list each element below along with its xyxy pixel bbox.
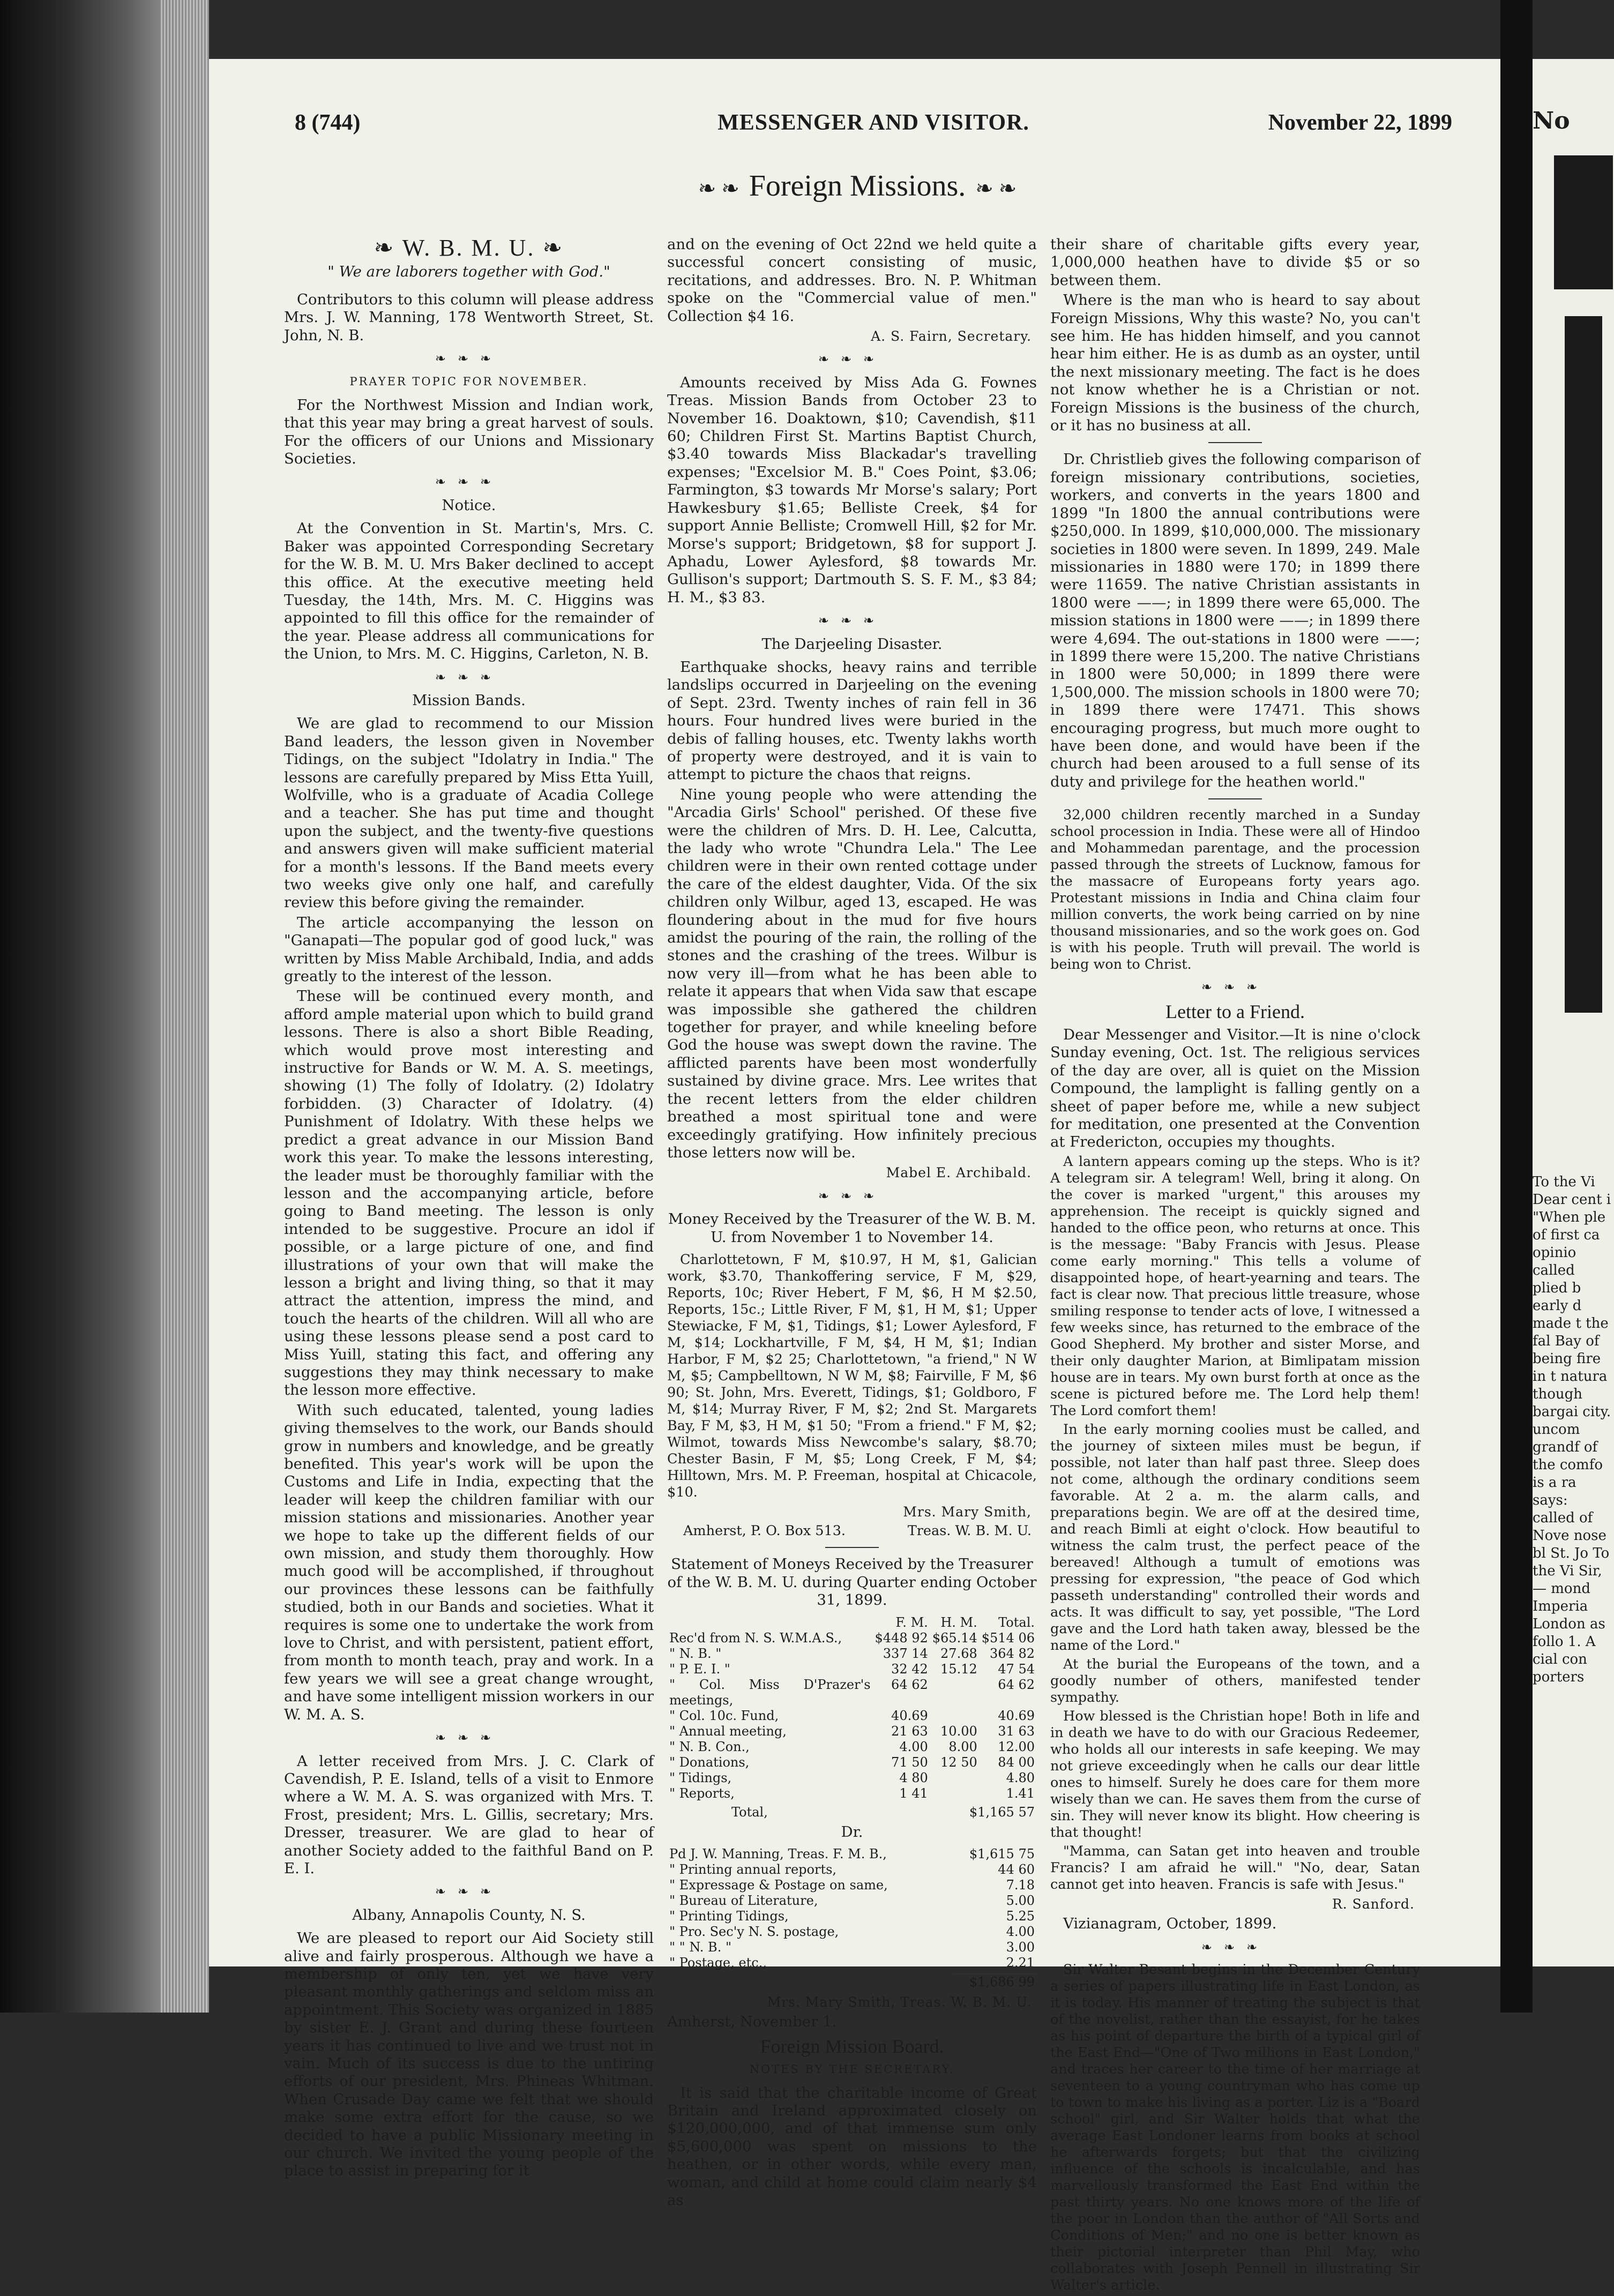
amount-cell: 1 41 — [899, 1785, 928, 1801]
statement-table — [667, 1615, 1037, 1801]
table-row — [667, 1862, 1037, 1878]
amount-cell: 4.00 — [899, 1739, 928, 1754]
paragraph: We are glad to recommend to our Mission Band leaders, the lesson given in November Tidings, on the subject "Idolatry in India." The lessons are carefully prepared by Miss Etta Yuill, Wolfville, who is a graduate of Acadia College and a teacher. She has put time and thought upon the subject, and the twenty-five questions and answers given will make sufficient material for a month's lessons. If the Band meets every two weeks give only one half, and carefully review this before giving the remainder. — [284, 715, 654, 911]
divider-rule — [825, 1547, 879, 1548]
divider-ornament: ❧❧❧ — [435, 351, 503, 367]
darjeeling-heading: The Darjeeling Disaster. — [761, 635, 943, 653]
divider-ornament: ❧❧❧ — [435, 1730, 503, 1746]
amount-cell — [930, 1770, 980, 1786]
divider-ornament: ❧❧❧ — [1201, 979, 1269, 995]
divider-rule — [1208, 442, 1262, 443]
paragraph: Earthquake shocks, heavy rains and terrible landslips occurred in Darjeeling on the evening of Sept. 23rd. Twenty inches of rain fell in 36 hours. Four hundred lives were buried in the debis of falling houses, etc. Twenty lakhs worth of property were destroyed, and it is vain to attempt to picture the chaos that reigns. — [667, 658, 1037, 783]
paragraph: Amounts received by Miss Ada G. Fownes Treas. Mission Bands from October 23 to November 16. Doaktown, $10; Cavendish, $11 60; Children First St. Martins Baptist Church, $3.40 towards Miss Blackadar's travelling expenses; "Excelsior M. B." Coes Point, $3.06; Farmington, $3 towards Mr Morse's salary; Port Hawkesbury $1.65; Belliste Creek, $4 for support Annie Belliste; Cromwell Hill, $2 for Mr. Morse's support; Bridgetown, $8 for support J. Aphadu, Lower Aylesford, $8 towards Mr. Gullison's support; Dartmouth S. S. F. M., $3 84; H. M., $3 83. — [667, 373, 1037, 606]
paragraph: A letter received from Mrs. J. C. Clark of Cavendish, P. E. Island, tells of a visit to Enmore where a W. M. A. S. was organized with Mrs. T. Frost, president; Mrs. L. Gillis, secretary; Mrs. Dresser, treasurer. We are glad to hear of another Society added to the faithful Band on P. E. I. — [284, 1752, 654, 1877]
amount-cell: 31 63 — [998, 1723, 1035, 1739]
table-row — [667, 1755, 1037, 1770]
row-label: " Reports, — [669, 1785, 735, 1801]
prayer-topic-heading: PRAYER TOPIC FOR NOVEMBER. — [349, 375, 588, 388]
headline-letter — [1554, 155, 1613, 289]
amount-cell — [930, 1786, 980, 1801]
paragraph: It is said that the charitable income of Great Britain and Ireland approximated closely on $120,000,000, and of that immense sum only $5,600,000 was spent on missions to the heathen, or in other words, while every man, woman, and child at home could claim nearly $4 as — [667, 2084, 1037, 2209]
amount-cell: $65.14 — [932, 1630, 977, 1646]
amount-cell: 44 60 — [998, 1861, 1035, 1877]
table-row — [667, 1786, 1037, 1801]
row-label: " Expressage & Postage on same, — [669, 1877, 888, 1893]
paragraph: How blessed is the Christian hope! Both in life and in death we have to do with our Gracious Redeemer, who holds all our interests in safe keeping. We may not grieve exceedingly when he calls our dear little ones to himself. Surely he does care for them more wisely than we can. He saves them from the curse of sin. They will never know its blight. How cheering is that thought! — [1050, 1708, 1420, 1841]
gutter — [1500, 0, 1533, 2013]
signature: R. Sanford. — [1332, 1896, 1415, 1912]
adjacent-page — [1533, 59, 1614, 1966]
amount-cell: 12.00 — [998, 1739, 1035, 1754]
amount-cell: 5.25 — [1006, 1908, 1035, 1924]
table-row — [667, 1878, 1037, 1893]
divider-rule — [1208, 798, 1262, 799]
notes-subheading: NOTES BY THE SECRETARY. — [749, 2063, 955, 2076]
amount-cell: 4 80 — [899, 1770, 928, 1785]
amount-cell: 21 63 — [891, 1723, 928, 1739]
table-row — [667, 1940, 1037, 1955]
divider-ornament: ❧❧❧ — [1201, 1939, 1269, 1955]
paragraph: The article accompanying the lesson on "Ganapati—The popular god of good luck," was written by Miss Mable Archibald, India, and adds greatly to the interest of the lesson. — [284, 914, 654, 985]
row-label: " Bureau of Literature, — [669, 1893, 818, 1908]
paragraph: A lantern appears coming up the steps. Who is it? A telegram sir. A telegram! Well, bring it along. On the cover is marked "urgent," this arouses my apprehension. The receipt is quickly signed and handed to the office peon, who returns at once. This is the message: "Baby Francis with Jesus. Please come early morning." This tells a volume of disappointed hope, of heart-yearning and tears. The fact is clear now. That precious little treasure, whose smiling response to tender acts of love, I witnessed a few weeks since, has returned to the embrace of the Good Shepherd. My brother and sister Morse, and their only daughter Marion, at Bimlipatam mission house are in tears. My own burst forth at once as the scene is pictured before me. The Lord help them! The Lord comfort them! — [1050, 1153, 1420, 1419]
amount-cell: 84 00 — [998, 1754, 1035, 1770]
row-label: " " N. B. " — [669, 1939, 731, 1955]
row-label: " Donations, — [669, 1754, 750, 1770]
amount-cell: 337 14 — [883, 1646, 928, 1661]
signature: Mrs. Mary Smith, Treas. W. B. M. U. — [767, 1994, 1032, 2010]
row-label: " Printing Tidings, — [669, 1908, 789, 1924]
table-row — [667, 1724, 1037, 1739]
amount-cell: 32 42 — [891, 1661, 928, 1677]
row-label: " Postage, etc., — [669, 1955, 767, 1970]
amount-cell: 64 62 — [891, 1677, 928, 1692]
divider-ornament: ❧❧❧ — [435, 669, 503, 685]
amount-cell: 47 54 — [998, 1661, 1035, 1677]
paper-title: MESSENGER AND VISITOR. — [718, 110, 1029, 135]
place-date: Vizianagram, October, 1899. — [1063, 1915, 1277, 1933]
row-label: " N. B. " — [669, 1646, 722, 1661]
amount-cell — [930, 1708, 980, 1724]
row-label: Rec'd from N. S. W.M.A.S., — [669, 1630, 842, 1646]
table-row — [667, 1708, 1037, 1724]
table-row — [667, 1677, 1037, 1708]
amount-cell: 5.00 — [1006, 1893, 1035, 1908]
notice-text: At the Convention in St. Martin's, Mrs. C. Baker was appointed Corresponding Secretary for the W. B. M. U. Mrs Baker declined to accept this office. At the executive meeting held Tuesday, the 14th, Mrs. M. C. Higgins was appointed to fill this office for the remainder of the year. Please address all communications for the Union, to Mrs. M. C. Higgins, Carleton, N. B. — [284, 520, 654, 663]
amount-cell: 12 50 — [940, 1754, 977, 1770]
leaf-ornament-icon: ❧ ❧ — [975, 176, 1017, 200]
divider-ornament: ❧❧❧ — [435, 474, 503, 490]
amount-cell: $514 06 — [981, 1630, 1035, 1646]
statement-total: Total, $1,165 57 — [731, 1804, 1035, 1820]
divider-ornament: ❧❧❧ — [435, 1884, 503, 1899]
albany-heading: Albany, Annapolis County, N. S. — [352, 1906, 586, 1924]
amount-cell: 8.00 — [948, 1739, 977, 1754]
foreign-mission-board-heading: Foreign Mission Board. — [760, 2035, 944, 2057]
table-row — [667, 1909, 1037, 1924]
running-head — [295, 110, 1452, 142]
row-label: " Col. Miss D'Prazer's meetings, — [669, 1677, 871, 1708]
divider-ornament: ❧❧❧ — [818, 613, 886, 629]
signature-line: Amherst, P. O. Box 513. Treas. W. B. M. U. — [683, 1523, 1032, 1539]
divider-ornament: ❧❧❧ — [818, 351, 886, 367]
table-row — [667, 1646, 1037, 1662]
amount-cell: 27.68 — [940, 1646, 977, 1661]
table-row — [667, 1893, 1037, 1909]
adjacent-page-text: To the Vi Dear cent i "When ple of first ca opinio called plied b early d made t the fal Bay of being fire in t natura though bargai city. uncom grandf of the comfo is a ra says: called of Nove nose bl St. Jo To the Vi Sir,— mond Imperia London as follo 1. A cial con porters — [1533, 1174, 1611, 1685]
statement-heading: Statement of Moneys Received by the Treasurer of the W. B. M. U. during Quarter ending October 31, 1899. — [667, 1555, 1037, 1609]
paragraph: At the burial the Europeans of the town, and a goodly number of others, manifested tender sympathy. — [1050, 1656, 1420, 1706]
paragraph: Dear Messenger and Visitor.—It is nine o'clock Sunday evening, Oct. 1st. The religious services of the day are over, all is quiet on the Mission Compound, the lamplight is falling gently on a sheet of paper before me, while a new subject for meditation, one presented at the Convention at Fredericton, occupies my thoughts. — [1050, 1026, 1420, 1151]
paragraph: "Mamma, can Satan get into heaven and trouble Francis? I am afraid he will." "No, dear, Satan cannot get into heaven. Francis is safe with Jesus." — [1050, 1843, 1420, 1893]
section-title: ❧ ❧ Foreign Missions. ❧ ❧ — [698, 169, 1017, 203]
amount-cell: 7.18 — [1006, 1877, 1035, 1893]
amount-cell: $448 92 — [875, 1630, 928, 1646]
column-3 — [1050, 236, 1420, 2296]
divider-ornament: ❧❧❧ — [818, 1188, 886, 1203]
notice-heading: Notice. — [442, 496, 496, 514]
signature: A. S. Fairn, Secretary. — [871, 328, 1032, 345]
amount-cell: 364 82 — [990, 1646, 1035, 1661]
row-label: " Annual meeting, — [669, 1723, 787, 1739]
table-row — [667, 1924, 1037, 1940]
paragraph: Dr. Christlieb gives the following comparison of foreign missionary contributions, societies, workers, and converts in the years 1800 and 1899 "In 1800 the annual contributions were $250,000. In 1899, $10,000,000. The missionary societies in 1800 were seven. In 1899, 249. Male missionaries in 1880 were 170; in 1899 there were 11659. The native Christian assistants in 1800 were ——; in 1899 there were 65,000. The mission stations in 1800 were ——; in 1899 there were 4,694. The out-stations in 1800 were ——; in 1899 there were 15,200. The native Christians in 1800 were 50,000; in 1899 there were 1,500,000. The mission schools in 1800 were 70; in 1899 there were 17471. This shows encouraging progress, but much more ought to have been done, and would have been if the church had been aroused to a full sense of its duty and privilege for the heathen world." — [1050, 451, 1420, 790]
amount-cell — [930, 1677, 980, 1708]
amount-cell: 71 50 — [891, 1754, 928, 1770]
headline-letters — [1565, 316, 1602, 1013]
issue-date: November 22, 1899 — [1268, 110, 1452, 135]
paragraph: their share of charitable gifts every year, 1,000,000 heathen have to divide $5 or so between them. — [1050, 236, 1420, 289]
paragraph: and on the evening of Oct 22nd we held quite a successful concert consisting of music, recitations, and addresses. Bro. N. P. Whitman spoke on the "Commercial value of men." Collection $4 16. — [667, 236, 1037, 325]
paragraph: We are pleased to report our Aid Society still alive and fairly prosperous. Although we have a membership of only ten, yet we have very pleasant monthly gatherings and seldom miss an appointment. This Society was organized in 1885 by sister E. J. Grant and during these fourteen years it has continued to live and we trust not in vain. Much of its success is due to the untiring efforts of our president, Mrs. Phineas Whitman. When Crusade Day came we felt that we should make some extra effort for the cause, so we decided to have a public Missionary meeting in our church. We invited the young people of the place to assist in preparing for it — [284, 1929, 654, 2180]
row-label: Pd J. W. Manning, Treas. F. M. B., — [669, 1846, 887, 1861]
amount-cell: 1.41 — [1006, 1785, 1035, 1801]
letter-heading: Letter to a Friend. — [1165, 1000, 1305, 1022]
place-date: Amherst, November 1. — [667, 2013, 837, 2031]
signature: Mrs. Mary Smith, — [903, 1504, 1032, 1520]
debit-table — [667, 1846, 1037, 1971]
paragraph: These will be continued every month, and afford ample material upon which to build grand lessons. There is also a short Bible Reading, which would prove most interesting and instructive for Bands or W. M. A. S. meetings, showing (1) The folly of Idolatry. (2) Idolatry forbidden. (3) Character of Idolatry. (4) Punishment of Idolatry. With these helps we predict a great advance in our Mission Band work this year. To make the lessons interesting, the leader must be thoroughly familiar with the lesson and the accompanying article, before going to Band meeting. The lesson is only intended to be suggestive. Procure an idol if possible, or a large picture of one, and find illustrations of your own that will make the lesson a bright and living thing, so that it may attract the attention, impress the mind, and touch the hearts of the children. Will all who are using these lessons please send a post card to Miss Yuill, stating this fact, and offering any suggestions they may think necessary to make the lesson more effective. — [284, 988, 654, 1399]
column-2 — [667, 236, 1037, 2211]
paragraph: Charlottetown, F M, $10.97, H M, $1, Galician work, $3.70, Thankoffering service, F M, $29, Reports, 10c; River Hebert, F M, $6, H M $2.50, Reports, 15c.; Little River, F M, $1, H M, $1; Upper Stewiacke, F M, $1, Tidings, $1; Lower Aylesford, F M, $14; Lockhartville, F M, $4, H M, $1; Indian Harbor, F M, $2 25; Charlottetown, "a friend," N W M, $5; Campbelltown, N W M, $8; Fairville, F M, $6 90; St. John, Mrs. Everett, Tidings, $1; Goldboro, F M, $14; Murray River, F M, $2; 2nd St. Margarets Bay, F M, $3, H M, $1 50; "From a friend." F M, $2; Wilmot, towards Miss Newcombe's salary, $8.70; Chester Basin, F M, $5; Long Creek, F M, $4; Hilltown, Mrs. M. P. Freeman, hospital at Chicacole, $10. — [667, 1251, 1037, 1500]
amount-cell: 4.00 — [1006, 1924, 1035, 1939]
amount-cell: 40.69 — [998, 1708, 1035, 1723]
paragraph: In the early morning coolies must be called, and the journey of sixteen miles must be begun, if possible, not later than half past three. Sleep does not come, although the ordinary conditions seem favorable. At 2 a. m. the alarm calls, and preparations begin. We are off at the desired time, and reach Bimli at eight o'clock. How beautiful to witness the calm trust, the perfect peace of the bereaved! Although a tumult of emotions was pressing for expression, "the peace of God which passeth understanding" controlled their words and acts. It was difficult to say, yet possible, "The Lord gave and the Lord hath taken away, blessed be the name of the Lord." — [1050, 1421, 1420, 1654]
mission-bands-heading: Mission Bands. — [412, 691, 526, 709]
amount-cell: 15.12 — [940, 1661, 977, 1677]
table-header-row: F. M. H. M. Total. — [895, 1614, 1035, 1630]
debit-total: $1,686 99 — [667, 1974, 1037, 1990]
newspaper-page — [209, 59, 1500, 2294]
amount-cell: 2.21 — [1006, 1955, 1035, 1970]
prayer-topic-text: For the Northwest Mission and Indian work, that this year may bring a great harvest of souls. For the officers of our Unions and Missionary Societies. — [284, 396, 654, 468]
wbmu-title: ❧ W. B. M. U. ❧ — [373, 235, 564, 261]
leaf-ornament-icon: ❧ ❧ — [698, 176, 739, 200]
contributors-note: Contributors to this column will please address Mrs. J. W. Manning, 178 Wentworth Street, St. John, N. B. — [284, 290, 654, 344]
paragraph: 32,000 children recently marched in a Sunday school procession in India. These were all of Hindoo and Mohammedan parentage, and the procession passed through the streets of Lucknow, famous for the massacre of Europeans forty years ago. Protestant missions in India and China claim four million converts, the work being carried on by nine thousand missionaries, and so the work goes on. God is with his people. Truth will prevail. The world is being won to Christ. — [1050, 807, 1420, 973]
paragraph: Sir Walter Besant begins in the December Century a series of papers illustrating life in East London, as it is today. His manner of treating the subject is that of the novelist, rather than the essayist, for he takes as his point of departure the birth of a typical girl of the East End—"One of Two millions in East London," and traces her career to the time of her marriage at seventeen to a young countryman who has come up to town to make his living as a porter. Liz is a "Board school" girl, and Sir Walter holds that what the average East Londoner learns from books at school he afterwards forgets; but that the civilizing influence of the schools is incalculable, and has marvellously transformed the East End within the past thirty years. No one knows more of the life of the poor in London than the author of "All Sorts and Conditions of Men;" and no one is better known as their pictorial interpreter than Phil May, who collaborates with Joseph Pennell in illustrating Sir Walter's article. — [1050, 1962, 1420, 2294]
table-row — [667, 1955, 1037, 1971]
table-row — [667, 1770, 1037, 1786]
row-label: " Printing annual reports, — [669, 1861, 837, 1877]
amount-cell: $1,615 75 — [969, 1846, 1035, 1861]
paragraph: With such educated, talented, young ladies giving themselves to the work, our Bands should grow in numbers and knowledge, and be greatly benefited. This year's work will be upon the Customs and Life in India, expecting that the leader will keep the children familiar with our mission stations and missionaries. Another year we hope to take up the different fields of our own mission, and study them thoroughly. How much good will be accomplished, if throughout our provinces these lessons can be faithfully studied, both in our Bands and societies. What it requires is some one to undertake the work from love to Christ, and with persistent, patient effort, from month to month teach, pray and work. In a few years we will see a great change wrought, and have some intelligent mission workers in our W. M. A. S. — [284, 1401, 654, 1723]
table-row — [667, 1846, 1037, 1862]
table-row — [667, 1631, 1037, 1646]
amount-cell: 64 62 — [998, 1677, 1035, 1692]
amount-cell: 40.69 — [891, 1708, 928, 1723]
page-edges — [161, 0, 209, 2013]
money-received-heading: Money Received by the Treasurer of the W. B. M. U. from November 1 to November 14. — [668, 1210, 1036, 1246]
motto: " We are laborers together with God." — [327, 263, 610, 281]
row-label: " Tidings, — [669, 1770, 732, 1785]
amount-cell: 3.00 — [1006, 1939, 1035, 1955]
amount-cell: 10.00 — [940, 1723, 977, 1739]
row-label: " Col. 10c. Fund, — [669, 1708, 779, 1723]
row-label: " Pro. Sec'y N. S. postage, — [669, 1924, 839, 1939]
row-label: " P. E. I. " — [669, 1661, 730, 1677]
page-number: 8 (744) — [295, 110, 361, 135]
column-1 — [284, 236, 654, 2182]
debit-label: Dr. — [841, 1823, 863, 1841]
adjacent-page-header: No — [1533, 107, 1570, 134]
amount-cell: 4.80 — [1006, 1770, 1035, 1785]
paragraph: Where is the man who is heard to say about Foreign Missions, Why this waste? No, you can't see him. He has hidden himself, and you cannot hear him either. He is as dumb as an oyster, until the next missionary meeting. The fact is he does not know whether he is a Christian or not. Foreign Missions is the business of the church, or it has no business at all. — [1050, 291, 1420, 435]
paragraph: Nine young people who were attending the "Arcadia Girls' School" perished. Of these five were the children of Mrs. D. H. Lee, Calcutta, the lady who wrote "Chundra Lela." The Lee children were in their own rented cottage under the care of the eldest daughter, Vida. Of the six children only Wilbur, aged 13, escaped. He was floundering about in the mud for five hours amidst the pouring of the rain, the rolling of the stones and the crashing of the trees. Wilbur is now very ill—from what he has been able to relate it appears that when Vida saw that escape was impossible she gathered the children together for prayer, and while kneeling before God the house was swept down the ravine. The afflicted parents have been most wonderfully sustained by divine grace. Mrs. Lee writes that the recent letters from the elder children breathed a most spiritual tone and were exceedingly gratifying. How infinitely precious those letters now will be. — [667, 786, 1037, 1161]
row-label: " N. B. Con., — [669, 1739, 750, 1754]
signature: Mabel E. Archibald. — [886, 1165, 1032, 1181]
table-row — [667, 1739, 1037, 1755]
table-row — [667, 1662, 1037, 1677]
